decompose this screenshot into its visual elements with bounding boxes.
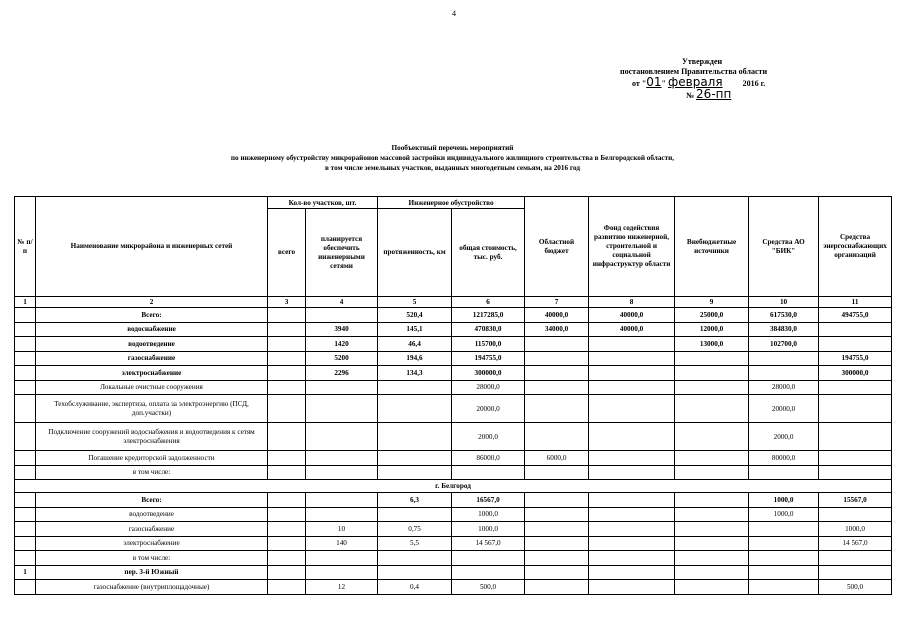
table-cell: Всего: <box>36 308 268 323</box>
table-cell <box>378 551 452 566</box>
table-cell: 0,4 <box>378 580 452 595</box>
table-cell <box>525 507 589 522</box>
table-cell <box>378 380 452 395</box>
table-cell <box>15 380 36 395</box>
table-cell: в том числе: <box>36 465 268 480</box>
table-cell <box>819 451 892 466</box>
column-number: 1 <box>15 297 36 308</box>
table-cell: Локальные очистные сооружения <box>36 380 268 395</box>
table-cell <box>268 380 306 395</box>
table-cell <box>15 423 36 451</box>
table-cell <box>268 366 306 381</box>
table-cell <box>378 451 452 466</box>
header-regional: Областной бюджет <box>525 197 589 297</box>
table-cell <box>15 536 36 551</box>
table-cell <box>675 507 749 522</box>
table-cell <box>749 565 819 580</box>
column-number: 8 <box>589 297 675 308</box>
date-mid: " <box>661 79 666 88</box>
table-cell: водоотведение <box>36 507 268 522</box>
table-cell: газоснабжение <box>36 522 268 537</box>
table-cell <box>15 493 36 508</box>
table-row <box>15 507 892 522</box>
table-cell: 25000,0 <box>675 308 749 323</box>
table-cell <box>15 507 36 522</box>
table-cell <box>452 565 525 580</box>
table-cell: 12000,0 <box>675 322 749 337</box>
table-cell: 1420 <box>306 337 378 352</box>
table-cell: 2000,0 <box>749 423 819 451</box>
table-cell <box>525 395 589 423</box>
table-cell: 16567,0 <box>452 493 525 508</box>
table-cell <box>749 522 819 537</box>
table-row <box>15 395 892 423</box>
table-row <box>15 337 892 352</box>
header-eng-group: Инженерное обустройство <box>378 197 525 209</box>
table-cell: электроснабжение <box>36 366 268 381</box>
table-cell <box>819 507 892 522</box>
header-length: протяженность, км <box>378 209 452 297</box>
table-cell: 13000,0 <box>675 337 749 352</box>
table-cell <box>589 522 675 537</box>
table-cell <box>378 423 452 451</box>
table-cell: пер. 3-й Южный <box>36 565 268 580</box>
table-cell <box>306 551 378 566</box>
column-number: 6 <box>452 297 525 308</box>
table-cell <box>589 451 675 466</box>
table-row <box>15 580 892 595</box>
table-cell: 34000,0 <box>525 322 589 337</box>
table-cell <box>589 580 675 595</box>
table-cell <box>378 565 452 580</box>
table-cell <box>589 551 675 566</box>
table-cell <box>268 395 306 423</box>
table-cell <box>525 366 589 381</box>
table-cell: 46,4 <box>378 337 452 352</box>
table-cell: 300000,0 <box>819 366 892 381</box>
table-cell <box>525 580 589 595</box>
table-cell <box>749 366 819 381</box>
table-cell: 2000,0 <box>452 423 525 451</box>
table-cell <box>589 465 675 480</box>
table-cell <box>589 337 675 352</box>
table-cell <box>589 380 675 395</box>
approval-stamp <box>620 57 820 101</box>
decree-number: 26-пп <box>696 87 732 101</box>
table-row <box>15 351 892 366</box>
table-cell <box>675 380 749 395</box>
table-row <box>15 322 892 337</box>
table-cell: 194755,0 <box>452 351 525 366</box>
column-number: 11 <box>819 297 892 308</box>
table-cell <box>525 337 589 352</box>
date-day: 01 <box>646 75 662 89</box>
table-cell: 40000,0 <box>589 322 675 337</box>
table-cell <box>378 465 452 480</box>
table-cell <box>819 322 892 337</box>
table-cell <box>589 507 675 522</box>
date-year: 2016 г. <box>742 79 766 88</box>
table-cell: 28000,0 <box>452 380 525 395</box>
header-extra: Внебюджетные источники <box>675 197 749 297</box>
table-row <box>15 423 892 451</box>
table-cell <box>306 395 378 423</box>
table-cell <box>749 580 819 595</box>
table-cell: Всего: <box>36 493 268 508</box>
table-cell: 115700,0 <box>452 337 525 352</box>
table-cell: 5,5 <box>378 536 452 551</box>
table-cell: 3940 <box>306 322 378 337</box>
document-title <box>0 143 905 173</box>
header-plots-group: Кол-во участков, шт. <box>268 197 378 209</box>
table-cell: 6,3 <box>378 493 452 508</box>
table-cell <box>819 565 892 580</box>
table-cell: Подключение сооружений водоснабжения и водоотведения к сетям электроснабжения <box>36 423 268 451</box>
table-cell: 10 <box>306 522 378 537</box>
approval-decree: постановлением Правительства области <box>620 67 768 76</box>
table-row <box>15 380 892 395</box>
table-cell <box>15 451 36 466</box>
table-row <box>15 536 892 551</box>
page-number: 4 <box>452 9 456 18</box>
table-cell <box>268 322 306 337</box>
table-cell <box>306 507 378 522</box>
column-number: 2 <box>36 297 268 308</box>
table-cell <box>819 465 892 480</box>
table-cell: 40000,0 <box>589 308 675 323</box>
table-cell <box>749 551 819 566</box>
table-cell <box>268 565 306 580</box>
table-cell <box>675 451 749 466</box>
table-cell <box>15 351 36 366</box>
approval-number <box>620 89 820 101</box>
header-bik: Средства АО "БИК" <box>749 197 819 297</box>
table-cell <box>15 395 36 423</box>
table-cell <box>819 380 892 395</box>
table-cell <box>819 337 892 352</box>
table-row <box>15 366 892 381</box>
table-cell: 102700,0 <box>749 337 819 352</box>
table-cell: водоотведение <box>36 337 268 352</box>
table-cell: 28000,0 <box>749 380 819 395</box>
table-cell: водоснабжение <box>36 322 268 337</box>
table-cell: 494755,0 <box>819 308 892 323</box>
table-cell: 20000,0 <box>452 395 525 423</box>
measures-table <box>14 196 892 595</box>
table-cell: 145,1 <box>378 322 452 337</box>
table-cell <box>306 380 378 395</box>
table-cell: газоснабжение (внутриплощадочные) <box>36 580 268 595</box>
table-cell <box>15 366 36 381</box>
column-number: 7 <box>525 297 589 308</box>
table-cell <box>268 451 306 466</box>
table-cell <box>525 536 589 551</box>
table-cell: 194755,0 <box>819 351 892 366</box>
table-cell <box>268 465 306 480</box>
table-cell <box>306 423 378 451</box>
table-cell: 617530,0 <box>749 308 819 323</box>
table-cell <box>675 395 749 423</box>
table-cell: 0,75 <box>378 522 452 537</box>
table-cell <box>452 551 525 566</box>
section-row <box>15 480 892 493</box>
table-cell <box>675 551 749 566</box>
table-cell <box>749 536 819 551</box>
table-cell: 6000,0 <box>525 451 589 466</box>
header-energy: Средства энергоснабжающих организаций <box>819 197 892 297</box>
table-cell <box>15 551 36 566</box>
table-cell: 194,6 <box>378 351 452 366</box>
table-cell: газоснабжение <box>36 351 268 366</box>
table-cell <box>589 395 675 423</box>
table-row <box>15 465 892 480</box>
table-cell: 1000,0 <box>819 522 892 537</box>
table-row <box>15 522 892 537</box>
table-cell <box>589 493 675 508</box>
table-cell: 1217285,0 <box>452 308 525 323</box>
table-cell <box>525 351 589 366</box>
table-cell <box>525 522 589 537</box>
table-cell <box>306 308 378 323</box>
table-cell: 5200 <box>306 351 378 366</box>
table-cell <box>378 507 452 522</box>
column-number: 9 <box>675 297 749 308</box>
table-cell <box>819 395 892 423</box>
header-fund: Фонд содействия развитию инженерной, строительной и социальной инфраструктур области <box>589 197 675 297</box>
table-cell <box>819 551 892 566</box>
table-cell <box>589 423 675 451</box>
table-cell <box>819 423 892 451</box>
table-cell: 1000,0 <box>452 522 525 537</box>
table-row <box>15 308 892 323</box>
table-cell: 500,0 <box>819 580 892 595</box>
table-cell: 40000,0 <box>525 308 589 323</box>
table-cell <box>268 493 306 508</box>
table-cell <box>15 308 36 323</box>
table-cell <box>306 565 378 580</box>
table-cell <box>589 565 675 580</box>
table-cell <box>525 565 589 580</box>
table-cell: 86000,0 <box>452 451 525 466</box>
table-cell <box>675 465 749 480</box>
section-title: г. Белгород <box>15 480 892 493</box>
table-cell: 470830,0 <box>452 322 525 337</box>
header-num: № п/п <box>15 197 36 297</box>
table-cell: 20000,0 <box>749 395 819 423</box>
table-cell: 2296 <box>306 366 378 381</box>
table-cell: 134,3 <box>378 366 452 381</box>
table-cell <box>15 465 36 480</box>
table-cell <box>452 465 525 480</box>
table-cell <box>675 493 749 508</box>
table-cell <box>589 366 675 381</box>
table-cell: 14 567,0 <box>819 536 892 551</box>
table-cell: 300000,0 <box>452 366 525 381</box>
table-cell <box>268 551 306 566</box>
header-cost: общая стоимость, тыс. руб. <box>452 209 525 297</box>
title-line-3: в том числе земельных участков, выданных многодетным семьям, на 2016 год <box>325 164 580 172</box>
table-cell: в том числе: <box>36 551 268 566</box>
table-cell <box>525 465 589 480</box>
table-cell <box>268 580 306 595</box>
table-cell <box>675 423 749 451</box>
table-cell <box>378 395 452 423</box>
table-cell <box>268 308 306 323</box>
table-cell <box>15 322 36 337</box>
table-cell <box>675 580 749 595</box>
table-cell <box>306 493 378 508</box>
table-cell <box>306 465 378 480</box>
table-cell <box>589 351 675 366</box>
table-cell: 15567,0 <box>819 493 892 508</box>
table-row <box>15 451 892 466</box>
header-row-1 <box>15 197 892 209</box>
table-cell: 520,4 <box>378 308 452 323</box>
table-cell: 80000,0 <box>749 451 819 466</box>
table-cell: 140 <box>306 536 378 551</box>
table-cell <box>268 522 306 537</box>
table-cell <box>268 536 306 551</box>
table-cell: 12 <box>306 580 378 595</box>
table-cell <box>675 565 749 580</box>
number-prefix: № <box>686 91 695 100</box>
table-row <box>15 551 892 566</box>
table-cell: Погашение кредиторской задолженности <box>36 451 268 466</box>
table-row <box>15 565 892 580</box>
title-line-2: по инженерному обустройству микрорайонов массовой застройки индивидуального жилищного строительства в Белгородской области, <box>230 154 675 162</box>
table-cell: 500,0 <box>452 580 525 595</box>
column-number: 4 <box>306 297 378 308</box>
table-cell <box>268 337 306 352</box>
table-cell <box>15 522 36 537</box>
table-cell: 1000,0 <box>749 507 819 522</box>
table-cell <box>15 337 36 352</box>
table-cell: электроснабжение <box>36 536 268 551</box>
header-name: Наименование микрорайона и инженерных сетей <box>36 197 268 297</box>
table-cell <box>749 351 819 366</box>
table-row <box>15 493 892 508</box>
table-cell <box>268 351 306 366</box>
table-cell <box>15 580 36 595</box>
date-month: февраля <box>668 75 723 89</box>
column-number: 5 <box>378 297 452 308</box>
column-numbers-row <box>15 297 892 308</box>
table-cell: 384830,0 <box>749 322 819 337</box>
header-plots-planned: планируется обеспечить инженерными сетями <box>306 209 378 297</box>
title-line-1: Пообъектный перечень мероприятий <box>391 144 514 152</box>
table-cell: 14 567,0 <box>452 536 525 551</box>
table-cell <box>268 507 306 522</box>
column-number: 10 <box>749 297 819 308</box>
table-cell <box>749 465 819 480</box>
table-cell: Техобслуживание, экспертиза, оплата за электроэнергию (ПСД, доп.участки) <box>36 395 268 423</box>
table-cell: 1 <box>15 565 36 580</box>
table-cell <box>675 522 749 537</box>
date-prefix: от " <box>632 79 647 88</box>
table-cell <box>675 536 749 551</box>
table-cell <box>675 366 749 381</box>
table-cell <box>525 423 589 451</box>
table-cell <box>306 451 378 466</box>
header-plots-total: всего <box>268 209 306 297</box>
column-number: 3 <box>268 297 306 308</box>
table-cell <box>268 423 306 451</box>
approval-heading: Утвержден <box>682 57 723 66</box>
table-cell <box>589 536 675 551</box>
table-cell <box>525 551 589 566</box>
table-cell: 1000,0 <box>452 507 525 522</box>
table-cell <box>525 493 589 508</box>
table-cell <box>525 380 589 395</box>
table-cell: 1000,0 <box>749 493 819 508</box>
table-cell <box>675 351 749 366</box>
